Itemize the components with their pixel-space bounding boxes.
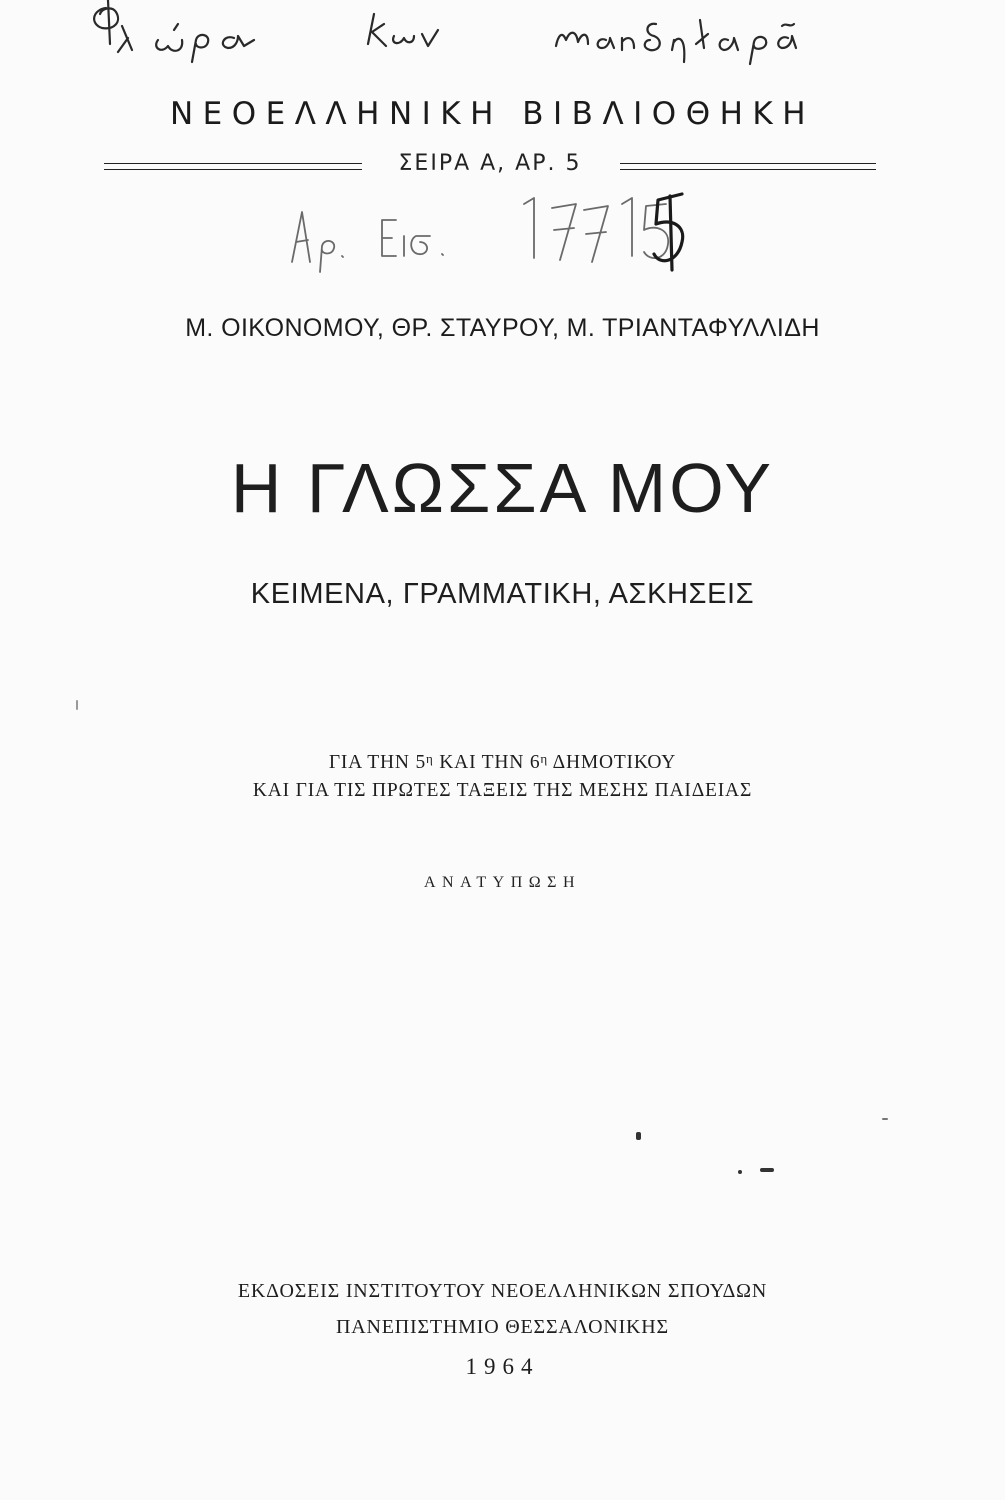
speck [636,1132,641,1140]
speck [76,700,78,710]
series-rule [104,151,876,181]
series-title: ΝΕΟΕΛΛΗΝΙΚΗ ΒΙΒΛΙΟΘΗΚΗ [169,96,816,132]
speck [738,1170,742,1174]
book-title: Η ΓΛΩΣΣΑ ΜΟΥ [230,449,775,527]
audience-line-1: ΓΙΑ ΤΗΝ $5^\eta$ ΚΑΙ ΤΗΝ $6^\eta$ ΔΗΜΟΤΙΚΟΥ [328,751,677,773]
book-subtitle: ΚΕΙΜΕΝΑ, ΓΡΑΜΜΑΤΙΚΗ, ΑΣΚΗΣΕΙΣ [250,578,755,610]
audience-line-2: ΚΑΙ ΓΙΑ ΤΙΣ ΠΡΩΤΕΣ ΤΑΞΕΙΣ ΤΗΣ ΜΕΣΗΣ ΠΑΙΔΕΙΑΣ [252,780,753,801]
series-number: ΣΕΙΡΑ Α, ΑΡ. 5 [398,151,582,176]
speck [882,1118,888,1120]
university: ΠΑΝΕΠΙΣΤΗΜΙΟ ΘΕΣΣΑΛΟΝΙΚΗΣ [336,1316,669,1338]
authors: Μ. ΟΙΚΟΝΟΜΟΥ, ΘΡ. ΣΤΑΥΡΟΥ, Μ. ΤΡΙΑΝΤΑΦΥΛΛΙΔΗ [185,314,820,342]
left-double-rule [104,163,362,170]
audience-note [0,745,1005,805]
handwritten-accession-number [280,190,720,280]
handwritten-owner-signature [88,0,808,90]
edition-note: ΑΝΑΤΥΠΩΣΗ [423,874,582,891]
right-double-rule [620,163,876,170]
speck [760,1168,774,1172]
publication-year: 1964 [465,1354,540,1379]
publisher: ΕΚΔΟΣΕΙΣ ΙΝΣΤΙΤΟΥΤΟΥ ΝΕΟΕΛΛΗΝΙΚΩΝ ΣΠΟΥΔΩΝ [237,1280,768,1302]
